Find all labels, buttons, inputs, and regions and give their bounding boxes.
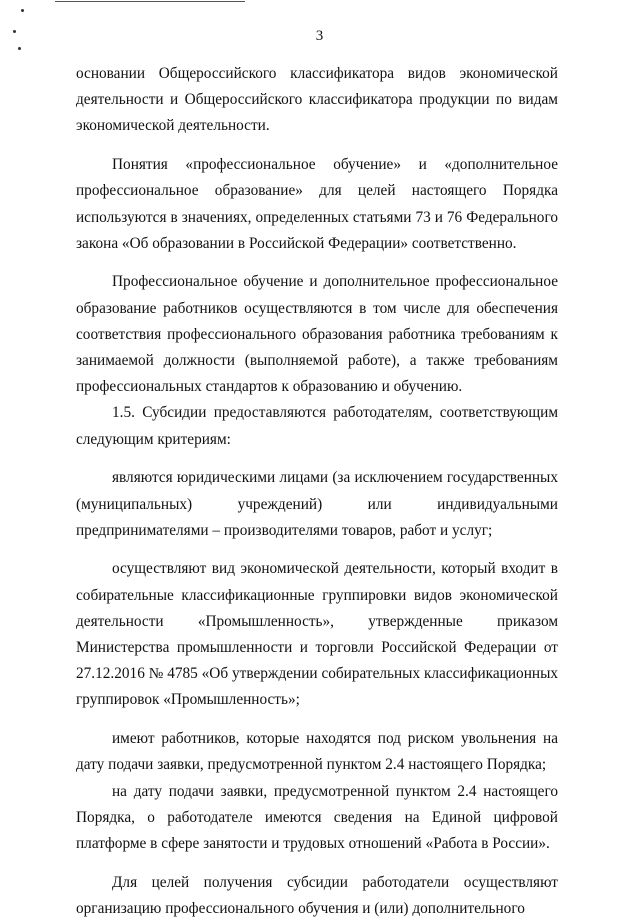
paragraph: осуществляют вид экономической деятельности, который входит в собирательные классификационные группировки видов экономической деятельности «Промышленность», утвержденные приказом Министерства промышленности и торговли Российской Федерации от 27.12.2016 № 4785 «Об утверждении собирательных классификационных группировок «Промышленность»; [76, 560, 558, 709]
paragraph: основании Общероссийского классификатора видов экономической деятельности и Общероссийского классификатора продукции по видам экономической деятельности. [76, 65, 558, 135]
paragraph: на дату подачи заявки, предусмотренной пунктом 2.4 настоящего Порядка, о работодателе имеются сведения на Единой цифровой платформе в сфере занятости и трудовых отношений «Работа в России». [76, 782, 558, 852]
paragraph: 1.5. Субсидии предоставляются работодателям, соответствующим следующим критериям: [76, 404, 558, 448]
page-number: 3 [315, 28, 324, 44]
document-body [76, 61, 558, 922]
paragraph: Профессиональное обучение и дополнительное профессиональное образование работников осуществляются в том числе для обеспечения соответствия профессионального образования работника требованиям к занимаемой должности (выполняемой работе), а также требованиям профессиональных стандартов к образованию и обучению. [76, 273, 558, 396]
scan-artifact-dot [21, 9, 24, 12]
paragraph: являются юридическими лицами (за исключением государственных (муниципальных) учреждений) или индивидуальными предпринимателями – производителями товаров, работ и услуг; [76, 469, 558, 539]
scan-artifact-dot [18, 47, 21, 50]
paragraph: Понятия «профессиональное обучение» и «дополнительное профессиональное образование» для целей настоящего Порядка используются в значениях, определенных статьями 73 и 76 Федерального закона «Об образовании в Российской Федерации» соответственно. [76, 156, 558, 252]
scan-artifact-line [55, 1, 245, 2]
paragraph: Для целей получения субсидии работодатели осуществляют организацию профессионального обучения и (или) дополнительного [76, 873, 558, 917]
paragraph: имеют работников, которые находятся под риском увольнения на дату подачи заявки, предусмотренной пунктом 2.4 настоящего Порядка; [76, 730, 558, 774]
